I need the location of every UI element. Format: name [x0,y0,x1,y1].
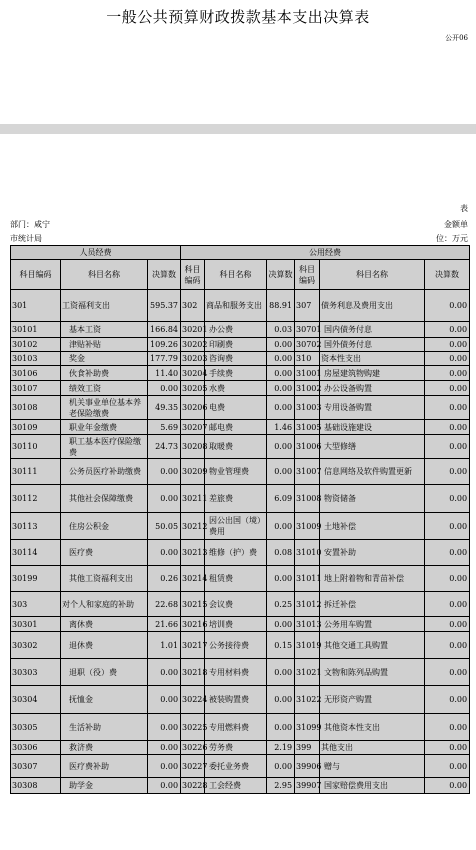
amount-cell: 22.68 [148,592,181,617]
name-cell: 债务利息及费用支出 [320,290,425,322]
amount-cell: 0.00 [267,659,295,686]
code-cell: 302 [181,290,205,322]
amount-cell: 0.00 [267,617,295,632]
name-cell: 取暖费 [205,435,267,459]
amount-cell: 0.25 [267,592,295,617]
name-cell: 办公费 [205,322,267,338]
name-cell: 电费 [205,396,267,420]
amount-cell: 21.66 [148,617,181,632]
name-cell: 工资福利支出 [61,290,148,322]
amount-cell: 0.00 [425,352,470,366]
code-cell: 30217 [181,632,205,659]
name-cell: 救济费 [61,741,148,755]
name-cell: 机关事业单位基本养老保险缴费 [61,396,148,420]
name-cell: 绩效工资 [61,381,148,396]
code-cell: 30113 [11,513,61,540]
amount-cell: 0.00 [425,485,470,513]
header-cell: 科目编码 [11,260,61,290]
name-cell: 医疗费 [61,540,148,566]
name-cell: 物资储备 [320,485,425,513]
amount-cell: 0.00 [267,566,295,592]
name-cell: 办公设备购置 [320,381,425,396]
amount-cell: 24.73 [148,435,181,459]
table-suffix: 表 [460,204,468,213]
code-cell: 30304 [11,686,61,714]
code-cell: 31019 [295,632,320,659]
name-cell: 安置补助 [320,540,425,566]
code-cell: 30108 [11,396,61,420]
amount-cell: 0.00 [425,513,470,540]
amount-cell: 0.00 [267,352,295,366]
name-cell: 职工基本医疗保险缴费 [61,435,148,459]
header-cell: 决算数 [425,260,470,290]
amount-cell: 2.95 [267,778,295,794]
code-cell: 31007 [295,459,320,485]
amount-cell: 0.00 [267,396,295,420]
header-cell: 科目编码 [295,260,320,290]
amount-cell: 0.00 [148,459,181,485]
amount-cell: 0.00 [148,755,181,778]
name-cell: 赠与 [320,755,425,778]
name-cell: 因公出国（境）费用 [205,513,267,540]
amount-cell: 0.00 [425,755,470,778]
amount-cell: 0.00 [425,632,470,659]
code-cell: 31008 [295,485,320,513]
amount-cell: 0.00 [425,778,470,794]
code-cell: 31011 [295,566,320,592]
code-cell: 30102 [11,338,61,352]
name-cell: 抚恤金 [61,686,148,714]
table-row [11,290,470,322]
code-cell: 30208 [181,435,205,459]
amount-cell: 0.00 [267,459,295,485]
header-cell: 决算数 [267,260,295,290]
table-row [11,659,470,686]
amount-cell: 0.00 [267,381,295,396]
table-row [11,338,470,352]
table-row [11,485,470,513]
name-cell: 津贴补贴 [61,338,148,352]
amount-cell: 0.00 [267,755,295,778]
name-cell: 房屋建筑物购建 [320,366,425,381]
name-cell: 培训费 [205,617,267,632]
amount-cell: 0.00 [148,540,181,566]
code-cell: 31001 [295,366,320,381]
name-cell: 咨询费 [205,352,267,366]
name-cell: 被装购置费 [205,686,267,714]
amount-cell: 0.00 [425,686,470,714]
amount-cell: 0.00 [425,366,470,381]
form-code: 公开06 [445,34,468,42]
code-cell: 30201 [181,322,205,338]
name-cell: 其他社会保障缴费 [61,485,148,513]
table-row [11,396,470,420]
code-cell: 31002 [295,381,320,396]
amount-cell: 2.19 [267,741,295,755]
code-cell: 30109 [11,420,61,435]
header-cell: 科目名称 [320,260,425,290]
table-row [11,540,470,566]
code-cell: 31021 [295,659,320,686]
table-row [11,592,470,617]
amount-cell: 0.00 [425,381,470,396]
name-cell: 奖金 [61,352,148,366]
code-cell: 39906 [295,755,320,778]
table-row [11,459,470,485]
name-cell: 职业年金缴费 [61,420,148,435]
name-cell: 生活补助 [61,714,148,741]
code-cell: 30301 [11,617,61,632]
table-row [11,366,470,381]
code-cell: 30207 [181,420,205,435]
table-row [11,778,470,794]
amount-cell: 0.00 [267,435,295,459]
amount-cell: 595.37 [148,290,181,322]
table-row [11,420,470,435]
name-cell: 信息网络及软件购置更新 [320,459,425,485]
table-row [11,755,470,778]
code-cell: 30702 [295,338,320,352]
code-cell: 30308 [11,778,61,794]
amount-cell: 1.46 [267,420,295,435]
code-cell: 30110 [11,435,61,459]
name-cell: 国家赔偿费用支出 [320,778,425,794]
code-cell: 30211 [181,485,205,513]
name-cell: 会议费 [205,592,267,617]
code-cell: 39907 [295,778,320,794]
table-row [11,435,470,459]
amount-cell: 0.00 [148,686,181,714]
group-public: 公用经费 [181,246,470,260]
code-cell: 30224 [181,686,205,714]
name-cell: 其他工资福利支出 [61,566,148,592]
name-cell: 其他支出 [320,741,425,755]
name-cell: 文物和陈列品购置 [320,659,425,686]
code-cell: 30106 [11,366,61,381]
code-cell: 301 [11,290,61,322]
amount-cell: 0.00 [425,322,470,338]
code-cell: 30218 [181,659,205,686]
code-cell: 30111 [11,459,61,485]
code-cell: 31005 [295,420,320,435]
code-cell: 31099 [295,714,320,741]
amount-cell: 11.40 [148,366,181,381]
name-cell: 劳务费 [205,741,267,755]
name-cell: 公务用车购置 [320,617,425,632]
name-cell: 租赁费 [205,566,267,592]
code-cell: 30307 [11,755,61,778]
unit-label: 位：万元 [436,234,468,243]
amount-cell: 6.09 [267,485,295,513]
code-cell: 30199 [11,566,61,592]
amount-cell: 88.91 [267,290,295,322]
name-cell: 退职（役）费 [61,659,148,686]
name-cell: 差旅费 [205,485,267,513]
code-cell: 30216 [181,617,205,632]
code-cell: 31012 [295,592,320,617]
expenditure-table [10,245,470,794]
amount-cell: 0.00 [425,741,470,755]
table-row [11,381,470,396]
amount-cell: 0.00 [267,338,295,352]
amount-cell: 0.00 [425,396,470,420]
amount-cell: 0.00 [425,435,470,459]
report-title: 一般公共预算财政拨款基本支出决算表 [106,8,370,26]
code-cell: 307 [295,290,320,322]
code-cell: 30103 [11,352,61,366]
amount-cell: 0.00 [425,338,470,352]
amount-cell: 0.00 [425,420,470,435]
code-cell: 30303 [11,659,61,686]
amount-cell: 0.08 [267,540,295,566]
code-cell: 30206 [181,396,205,420]
amount-cell: 5.69 [148,420,181,435]
name-cell: 专用燃料费 [205,714,267,741]
code-cell: 31013 [295,617,320,632]
amount-cell: 0.00 [267,686,295,714]
code-cell: 30227 [181,755,205,778]
table-row [11,513,470,540]
amount-cell: 0.00 [425,566,470,592]
name-cell: 大型修缮 [320,435,425,459]
name-cell: 土地补偿 [320,513,425,540]
table-row [11,632,470,659]
name-cell: 专用材料费 [205,659,267,686]
amount-label: 金额单 [444,220,468,229]
amount-cell: 0.00 [425,714,470,741]
code-cell: 30701 [295,322,320,338]
name-cell: 其他资本性支出 [320,714,425,741]
name-cell: 公务员医疗补助缴费 [61,459,148,485]
amount-cell: 0.00 [148,381,181,396]
dept-label: 部门：咸宁 [10,220,50,229]
header-cell: 科目名称 [61,260,148,290]
header-cell: 科目名称 [205,260,267,290]
table-row [11,686,470,714]
name-cell: 离休费 [61,617,148,632]
amount-cell: 0.00 [148,741,181,755]
header-cell: 科目编码 [181,260,205,290]
amount-cell: 1.01 [148,632,181,659]
name-cell: 伙食补助费 [61,366,148,381]
amount-cell: 0.26 [148,566,181,592]
amount-cell: 0.00 [425,459,470,485]
name-cell: 工会经费 [205,778,267,794]
group-personnel: 人员经费 [11,246,181,260]
name-cell: 对个人和家庭的补助 [61,592,148,617]
table-row [11,714,470,741]
code-cell: 30215 [181,592,205,617]
amount-cell: 0.00 [267,714,295,741]
code-cell: 30101 [11,322,61,338]
code-cell: 30212 [181,513,205,540]
code-cell: 31010 [295,540,320,566]
amount-cell: 0.00 [425,617,470,632]
code-cell: 30112 [11,485,61,513]
table-row [11,322,470,338]
dept-name-cont: 市统计局 [10,234,42,243]
amount-cell: 0.00 [425,659,470,686]
amount-cell: 0.03 [267,322,295,338]
name-cell: 国内债务付息 [320,322,425,338]
amount-cell: 109.26 [148,338,181,352]
code-cell: 30213 [181,540,205,566]
code-cell: 399 [295,741,320,755]
amount-cell: 0.00 [148,778,181,794]
name-cell: 水费 [205,381,267,396]
name-cell: 手续费 [205,366,267,381]
code-cell: 30228 [181,778,205,794]
code-cell: 30114 [11,540,61,566]
code-cell: 31022 [295,686,320,714]
name-cell: 维修（护）费 [205,540,267,566]
code-cell: 30306 [11,741,61,755]
name-cell: 基本工资 [61,322,148,338]
table-row [11,352,470,366]
code-cell: 30203 [181,352,205,366]
table-row [11,566,470,592]
name-cell: 印刷费 [205,338,267,352]
amount-cell: 0.00 [267,513,295,540]
amount-cell: 0.00 [148,659,181,686]
code-cell: 31009 [295,513,320,540]
name-cell: 基础设施建设 [320,420,425,435]
code-cell: 30209 [181,459,205,485]
name-cell: 住房公积金 [61,513,148,540]
name-cell: 其他交通工具购置 [320,632,425,659]
amount-cell: 49.35 [148,396,181,420]
name-cell: 国外债务付息 [320,338,425,352]
header-cell: 决算数 [148,260,181,290]
amount-cell: 0.00 [425,540,470,566]
amount-cell: 50.05 [148,513,181,540]
code-cell: 30305 [11,714,61,741]
code-cell: 310 [295,352,320,366]
code-cell: 30225 [181,714,205,741]
name-cell: 邮电费 [205,420,267,435]
code-cell: 30204 [181,366,205,381]
amount-cell: 177.79 [148,352,181,366]
code-cell: 30202 [181,338,205,352]
code-cell: 30107 [11,381,61,396]
name-cell: 公务接待费 [205,632,267,659]
name-cell: 专用设备购置 [320,396,425,420]
code-cell: 30214 [181,566,205,592]
amount-cell: 0.00 [148,714,181,741]
name-cell: 退休费 [61,632,148,659]
code-cell: 30302 [11,632,61,659]
page-separator [0,124,476,134]
code-cell: 30205 [181,381,205,396]
name-cell: 物业管理费 [205,459,267,485]
amount-cell: 166.84 [148,322,181,338]
amount-cell: 0.00 [267,366,295,381]
code-cell: 31006 [295,435,320,459]
amount-cell: 0.00 [425,290,470,322]
code-cell: 31003 [295,396,320,420]
name-cell: 助学金 [61,778,148,794]
name-cell: 商品和服务支出 [205,290,267,322]
name-cell: 拆迁补偿 [320,592,425,617]
table-row [11,741,470,755]
code-cell: 30226 [181,741,205,755]
amount-cell: 0.15 [267,632,295,659]
name-cell: 无形资产购置 [320,686,425,714]
name-cell: 医疗费补助 [61,755,148,778]
table-row [11,617,470,632]
amount-cell: 0.00 [425,592,470,617]
name-cell: 地上附着物和青苗补偿 [320,566,425,592]
amount-cell: 0.00 [148,485,181,513]
name-cell: 委托业务费 [205,755,267,778]
name-cell: 资本性支出 [320,352,425,366]
code-cell: 303 [11,592,61,617]
